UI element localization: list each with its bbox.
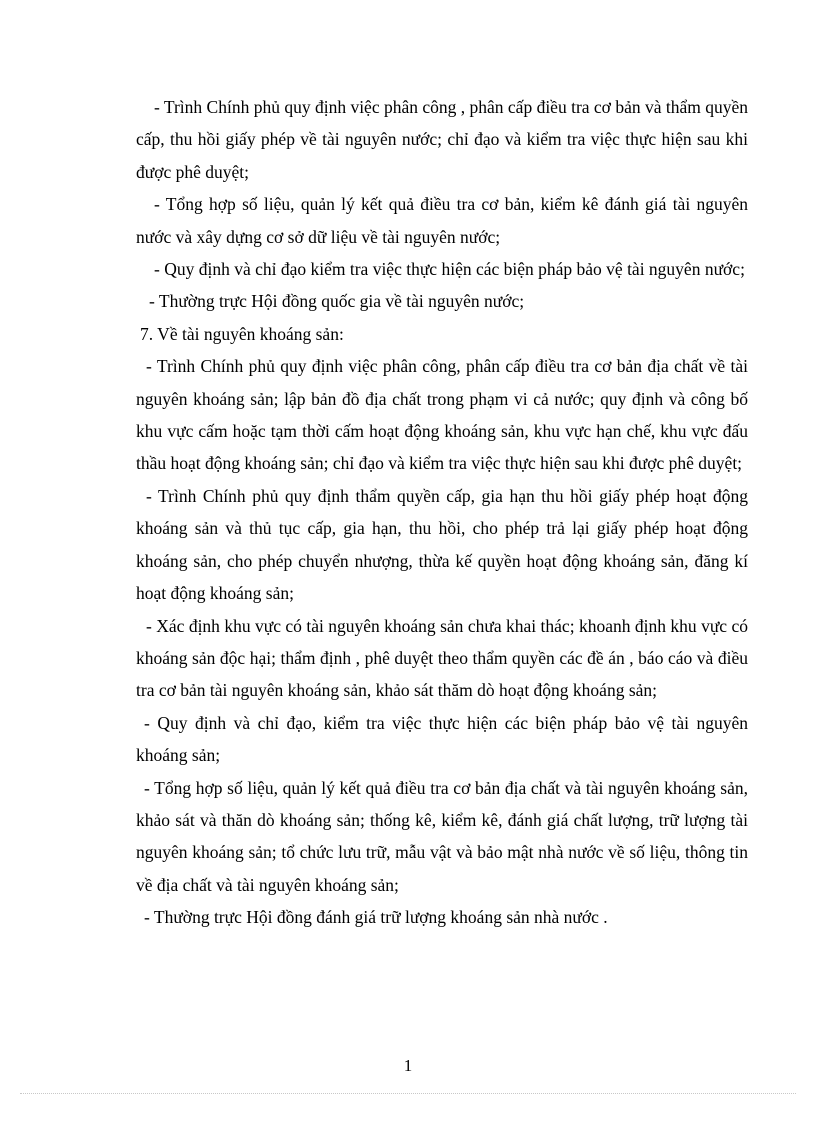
paragraph-water-council: - Thường trực Hội đồng quốc gia về tài nguyên nước; — [149, 291, 525, 312]
paragraph-mineral-licensing: - Trình Chính phủ quy định thẩm quyền cấp, gia hạn thu hồi giấy phép hoạt động khoáng sản và thủ tục cấp, gia hạn, thu hồi, cho phép trả lại giấy phép hoạt động khoáng sản, cho phép chuyển nhượng, thừa kế quyền hoạt động khoáng sản, đăng kí hoạt động khoáng sản; — [136, 485, 748, 604]
paragraph-mineral-delegation: - Trình Chính phủ quy định việc phân công, phân cấp điều tra cơ bản địa chất về tài nguyên khoáng sản; lập bản đồ địa chất trong phạm vi cả nước; quy định và công bố khu vực cấm hoặc tạm thời cấm hoạt động khoáng sản, khu vực hạn chế, khu vực đấu thầu hoạt động khoáng sản; chỉ đạo và kiểm tra việc thực hiện sau khi được phê duyệt; — [136, 356, 748, 474]
section-heading-minerals: 7. Về tài nguyên khoáng sản: — [140, 323, 344, 344]
paragraph-water-protection: - Quy định và chỉ đạo kiểm tra việc thực hiện các biện pháp bảo vệ tài nguyên nước; — [154, 259, 745, 280]
paragraph-mineral-protection: - Quy định và chỉ đạo, kiểm tra việc thực hiện các biện pháp bảo vệ tài nguyên khoáng sản; — [136, 712, 748, 766]
paragraph-water-delegation: - Trình Chính phủ quy định việc phân công , phân cấp điều tra cơ bản và thẩm quyền cấp, thu hồi giấy phép về tài nguyên nước; chỉ đạo và kiểm tra việc thực hiện sau khi được phê duyệt; — [136, 97, 748, 182]
page-number: 1 — [403, 1056, 413, 1075]
paragraph-mineral-areas: - Xác định khu vực có tài nguyên khoáng sản chưa khai thác; khoanh định khu vực có khoáng sản độc hại; thẩm định , phê duyệt theo thẩm quyền các đề án , báo cáo và điều tra cơ bản tài nguyên khoáng sản, khảo sát thăm dò hoạt động khoáng sản; — [136, 615, 748, 701]
page-bottom-divider — [20, 1093, 796, 1094]
paragraph-mineral-council: - Thường trực Hội đồng đánh giá trữ lượng khoáng sản nhà nước . — [144, 907, 608, 928]
document-body — [136, 91, 748, 934]
paragraph-mineral-data-summary: - Tổng hợp số liệu, quản lý kết quả điều tra cơ bản địa chất và tài nguyên khoáng sản, khảo sát và thăn dò khoáng sản; thống kê, kiểm kê, đánh giá chất lượng, trữ lượng tài nguyên khoáng sản; tổ chức lưu trữ, mẫu vật và bảo mật nhà nước về số liệu, thông tin về địa chất và tài nguyên khoáng sản; — [136, 777, 748, 895]
paragraph-water-data-summary: - Tổng hợp số liệu, quản lý kết quả điều tra cơ bản, kiểm kê đánh giá tài nguyên nước và xây dựng cơ sở dữ liệu về tài nguyên nước; — [136, 194, 748, 247]
